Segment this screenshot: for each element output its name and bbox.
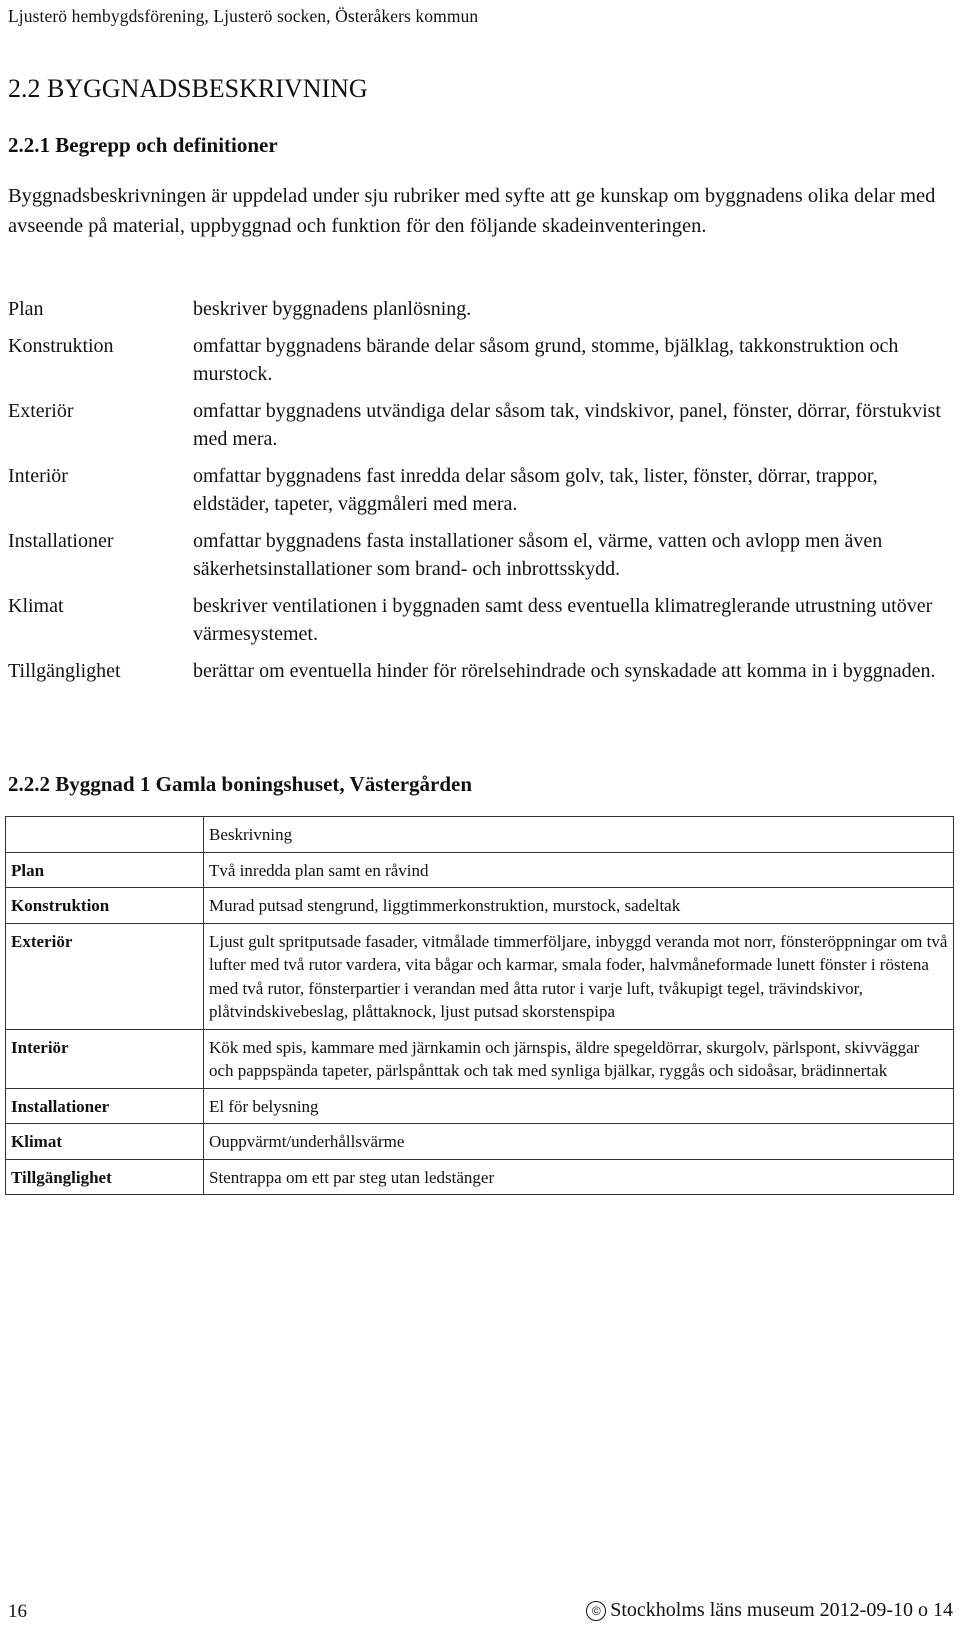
- definition-description: beskriver ventilationen i byggnaden samt dess eventuella klimatreglerande utrustning utöver värmesystemet.: [193, 594, 933, 645]
- definition-row: [8, 657, 958, 686]
- definition-row: [8, 332, 958, 389]
- running-head: Ljusterö hembygdsförening, Ljusterö socken, Österåkers kommun: [8, 6, 479, 26]
- page-number: 16: [8, 1601, 27, 1622]
- definition-row: [8, 592, 958, 649]
- footer-copyright-text: Stockholms läns museum 2012-09-10 o 14: [610, 1599, 953, 1621]
- table-row-label: Installationer: [6, 1088, 204, 1124]
- definition-row: [8, 527, 958, 584]
- table-row-label: Interiör: [6, 1029, 204, 1088]
- subsection-title-building: 2.2.2 Byggnad 1 Gamla boningshuset, Västergården: [8, 772, 473, 796]
- copyright-icon: ©: [586, 1601, 606, 1621]
- definition-term: Interiör: [8, 464, 68, 487]
- table-row: [6, 923, 954, 1029]
- table-row-value: Två inredda plan samt en råvind: [204, 852, 954, 888]
- definition-term: Konstruktion: [8, 334, 114, 357]
- definition-description: omfattar byggnadens bärande delar såsom grund, stomme, bjälklag, takkonstruktion och murstock.: [193, 334, 899, 385]
- building-description-table: [5, 816, 954, 1195]
- table-row: [6, 1029, 954, 1088]
- definition-term: Tillgänglighet: [8, 659, 121, 682]
- table-row-label: Plan: [6, 852, 204, 888]
- definition-term: Plan: [8, 298, 44, 320]
- section-title: 2.2 BYGGNADSBESKRIVNING: [8, 74, 368, 103]
- table-row: [6, 1124, 954, 1160]
- table-row-value: Murad putsad stengrund, liggtimmerkonstruktion, murstock, sadeltak: [204, 888, 954, 924]
- definition-list: [8, 295, 958, 693]
- definition-term: Klimat: [8, 594, 64, 617]
- table-row-value: El för belysning: [204, 1088, 954, 1124]
- table-header-description: Beskrivning: [204, 817, 954, 853]
- footer-copyright: [586, 1599, 953, 1622]
- subsection-title-definitions: 2.2.1 Begrepp och definitioner: [8, 133, 278, 157]
- intro-paragraph: Byggnadsbeskrivningen är uppdelad under sju rubriker med syfte att ge kunskap om byggnadens olika delar med avseende på material, uppbyggnad och funktion för den följande skadeinventeringen.: [8, 185, 936, 237]
- definition-row: [8, 397, 958, 454]
- table-row-label: Konstruktion: [6, 888, 204, 924]
- definition-row: [8, 295, 958, 324]
- table-row: [6, 852, 954, 888]
- definition-description: berättar om eventuella hinder för rörelsehindrade och synskadade att komma in i byggnaden.: [193, 659, 936, 682]
- table-row-value: Ljust gult spritputsade fasader, vitmålade timmerföljare, inbyggd veranda mot norr, fönsteröppningar om två lufter med två rutor vardera, vita bågar och karmar, smala foder, halvmåneformade lunett fönster i röstena med två rutor, fönsterpartier i verandan med åtta rutor i varje luft, tvåkupigt tegel, trävindskivor, plåtvindskivebeslag, plåttaknock, ljust putsad skorstenspipa: [204, 923, 954, 1029]
- table-row: [6, 888, 954, 924]
- table-header-row: [6, 817, 954, 853]
- table-row-value: Ouppvärmt/underhållsvärme: [204, 1124, 954, 1160]
- definition-term: Installationer: [8, 529, 114, 552]
- table-row: [6, 1088, 954, 1124]
- table-row-value: Stentrappa om ett par steg utan ledstänger: [204, 1159, 954, 1195]
- table-row-value: Kök med spis, kammare med järnkamin och järnspis, äldre spegeldörrar, skurgolv, pärlspont, skivväggar och pappspända tapeter, pärlspånttak och tak med synliga bjälkar, ryggås och sidoåsar, brädinnertak: [204, 1029, 954, 1088]
- definition-description: omfattar byggnadens utvändiga delar såsom tak, vindskivor, panel, fönster, dörrar, förstukvist med mera.: [193, 399, 941, 450]
- table-row-label: Exteriör: [6, 923, 204, 1029]
- definition-term: Exteriör: [8, 399, 74, 422]
- table-row: [6, 1159, 954, 1195]
- definition-row: [8, 462, 958, 519]
- definition-description: omfattar byggnadens fast inredda delar såsom golv, tak, lister, fönster, dörrar, trappor, eldstäder, tapeter, väggmåleri med mera.: [193, 464, 878, 515]
- table-row-label: Klimat: [6, 1124, 204, 1160]
- table-row-label: Tillgänglighet: [6, 1159, 204, 1195]
- table-corner-cell: [6, 817, 204, 853]
- definition-description: beskriver byggnadens planlösning.: [193, 298, 472, 320]
- definition-description: omfattar byggnadens fasta installationer såsom el, värme, vatten och avlopp men även säkerhetsinstallationer som brand- och inbrottsskydd.: [193, 529, 883, 580]
